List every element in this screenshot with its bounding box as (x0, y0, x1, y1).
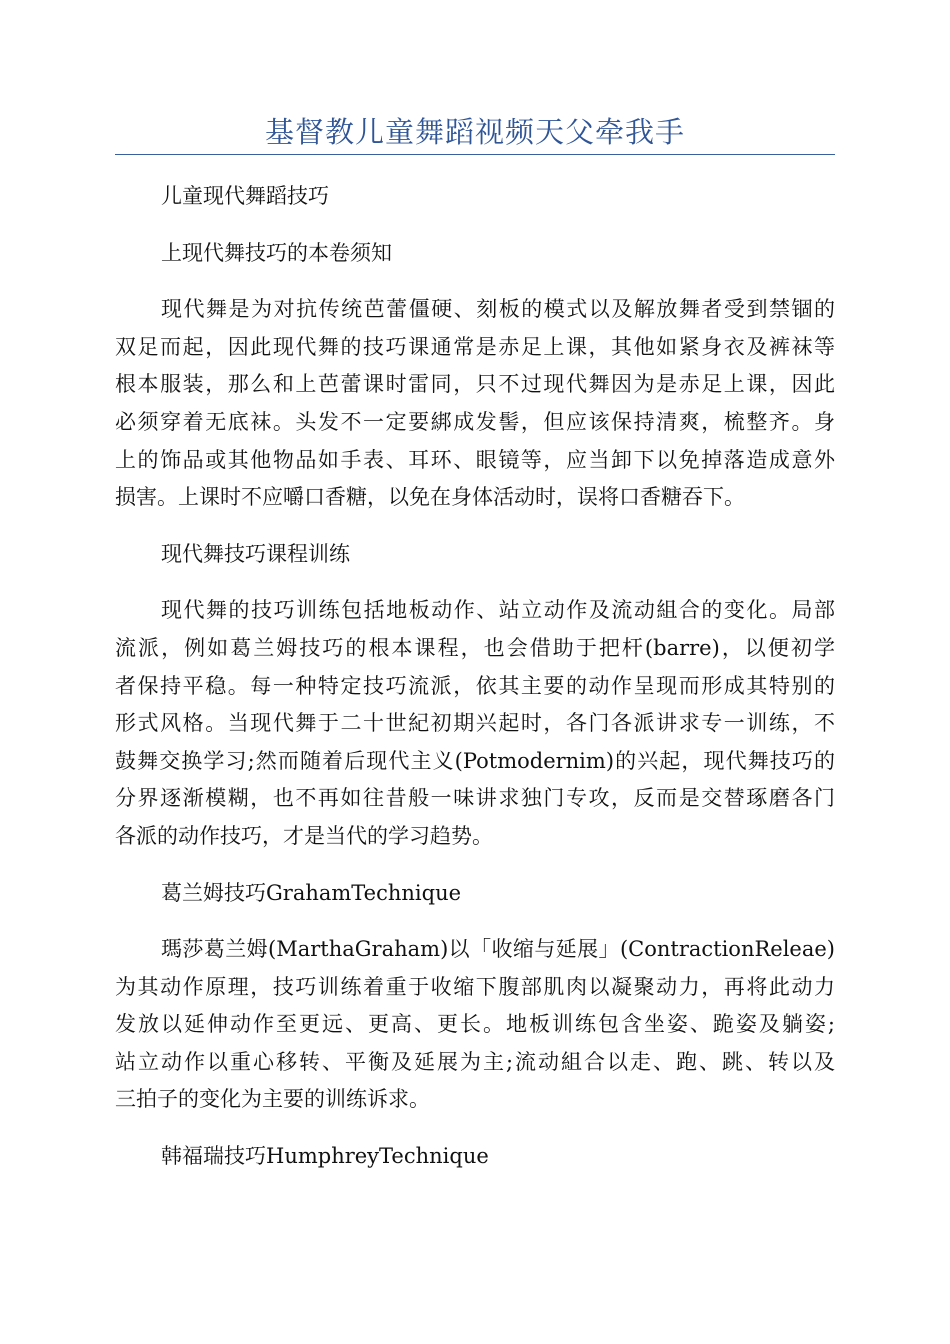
paragraph (115, 291, 835, 517)
paragraph-line: 鼓舞交换学习;然而随着后现代主义(Potmodernim)的兴起，现代舞技巧的 (115, 748, 835, 773)
paragraph-line: 现代舞是为对抗传统芭蕾僵硬、刻板的模式以及解放舞者受到禁锢的 (161, 297, 835, 322)
document-body (115, 178, 835, 1176)
section-heading: 儿童现代舞蹈技巧 (161, 184, 329, 208)
paragraph-line: 双足而起，因此现代舞的技巧课通常是赤足上课，其他如紧身衣及裤袜等 (115, 334, 835, 359)
paragraph (115, 931, 835, 1119)
paragraph-line: 者保持平稳。每一种特定技巧流派，依其主要的动作呈现而形成其特别的 (115, 673, 835, 698)
paragraph-line: 站立动作以重心移转、平衡及延展为主;流动組合以走、跑、跳、转以及 (115, 1049, 835, 1074)
paragraph-line: 现代舞的技巧训练包括地板动作、站立动作及流动組合的变化。局部 (161, 598, 835, 623)
paragraph-line: 形式风格。当现代舞于二十世紀初期兴起时，各门各派讲求专一训练，不 (115, 711, 835, 736)
paragraph (115, 592, 835, 855)
section-heading: 葛兰姆技巧GrahamTechnique (161, 880, 462, 905)
paragraph-line: 损害。上课时不应嚼口香糖，以免在身体活动时，误将口香糖吞下。 (115, 485, 745, 510)
paragraph-line: 上的饰品或其他物品如手表、耳环、眼镜等，应当卸下以免掉落造成意外 (115, 447, 835, 472)
paragraph-line: 发放以延伸动作至更远、更高、更长。地板训练包含坐姿、跪姿及躺姿; (115, 1012, 835, 1037)
section-heading: 现代舞技巧课程训练 (161, 541, 350, 566)
paragraph-line: 为其动作原理，技巧训练着重于收缩下腹部肌肉以凝聚动力，再将此动力 (115, 974, 835, 999)
paragraph-line: 流派，例如葛兰姆技巧的根本课程，也会借助于把杆(barre)，以便初学 (115, 635, 835, 660)
paragraph-line: 分界逐渐模糊，也不再如往昔般一味讲求独门专攻，反而是交替琢磨各门 (115, 786, 835, 811)
section-heading: 上现代舞技巧的本卷须知 (161, 240, 392, 265)
section-heading: 韩福瑞技巧HumphreyTechnique (161, 1144, 489, 1169)
title-underline (115, 154, 835, 155)
paragraph-line: 瑪莎葛兰姆(MarthaGraham)以「收缩与延展」(ContractionReleae) (161, 937, 835, 962)
paragraph-line: 根本服装，那么和上芭蕾课时雷同，只不过现代舞因为是赤足上课，因此 (115, 372, 835, 397)
document-title: 基督教儿童舞蹈视频天父牵我手 (264, 115, 685, 149)
paragraph-line: 三拍子的变化为主要的训练诉求。 (115, 1087, 430, 1112)
paragraph-line: 必须穿着无底袜。头发不一定要綁成发髻，但应该保持清爽，梳整齐。身 (115, 409, 835, 434)
paragraph-line: 各派的动作技巧，才是当代的学习趋势。 (115, 823, 493, 848)
